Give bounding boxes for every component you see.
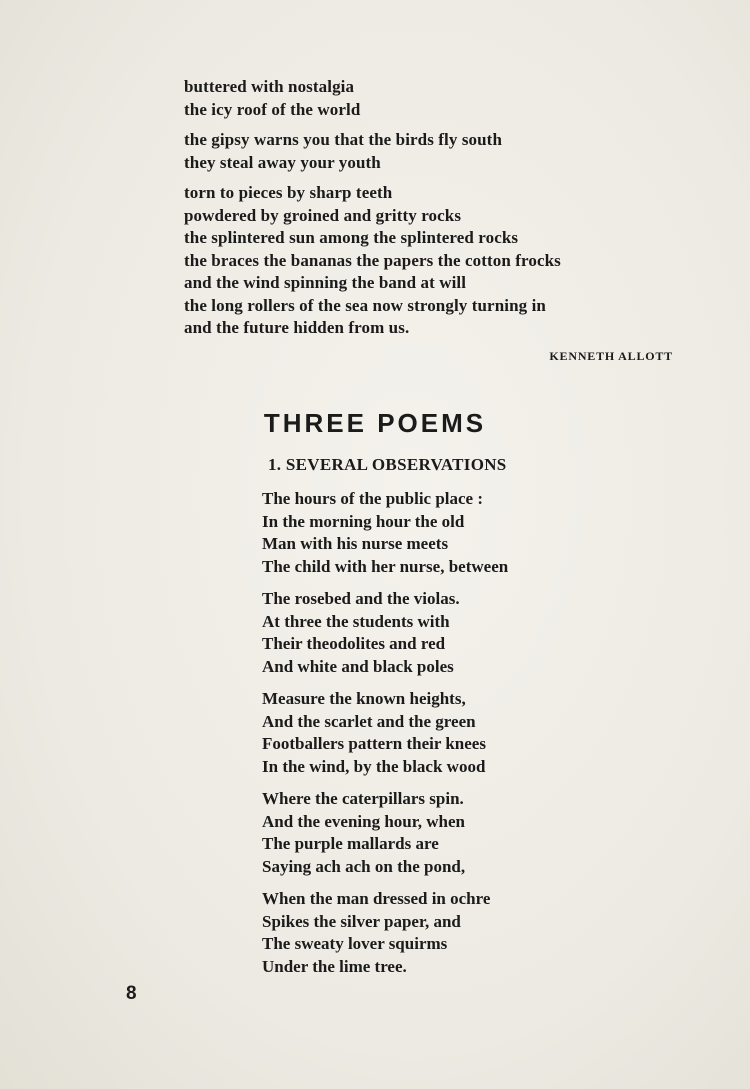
poem-line: Their theodolites and red: [262, 634, 446, 653]
poem-line: The purple mallards are: [262, 834, 439, 853]
stanza: [184, 182, 561, 340]
poem-line: The sweaty lover squirms: [262, 934, 448, 953]
poem-line: the braces the bananas the papers the cotton frocks: [184, 250, 561, 270]
stanza: [262, 488, 508, 578]
poem-line: In the wind, by the black wood: [262, 756, 486, 776]
poem-line: powdered by groined and gritty rocks: [184, 205, 462, 225]
poem-line: Spikes the silver paper, and: [262, 911, 461, 931]
poem-line: the long rollers of the sea now strongly turning in: [184, 295, 546, 315]
stanza: [262, 788, 508, 878]
page-number: 8: [126, 983, 137, 1004]
poem-line: Saying ach ach on the pond,: [262, 856, 466, 876]
poem-line: And the scarlet and the green: [262, 711, 476, 731]
poem-line: and the wind spinning the band at will: [184, 273, 467, 292]
poem-line: And white and black poles: [262, 656, 454, 676]
poem-line: In the morning hour the old: [262, 511, 465, 531]
poem-line: The rosebed and the violas.: [262, 589, 460, 608]
poem-fragment: [184, 76, 561, 348]
stanza: [262, 888, 508, 978]
author-credit: KENNETH ALLOTT: [549, 349, 673, 363]
stanza: [262, 588, 508, 678]
poem-line: At three the students with: [262, 611, 450, 631]
stanza: [262, 688, 508, 778]
poem-line: torn to pieces by sharp teeth: [184, 183, 393, 202]
poem-line: buttered with nostalgia: [184, 77, 355, 96]
poem-line: Where the caterpillars spin.: [262, 789, 464, 808]
poem-line: Footballers pattern their knees: [262, 734, 486, 753]
stanza: [184, 129, 561, 174]
poem-line: The hours of the public place :: [262, 489, 484, 508]
poem-title: 1. SEVERAL OBSERVATIONS: [268, 455, 507, 474]
poem-line: The child with her nurse, between: [262, 556, 509, 576]
poem-line: Man with his nurse meets: [262, 534, 449, 553]
poem-several-observations: [262, 488, 508, 988]
poem-line: the icy roof of the world: [184, 99, 361, 119]
poem-line: the splintered sun among the splintered rocks: [184, 228, 519, 247]
poem-line: When the man dressed in ochre: [262, 889, 491, 908]
poem-line: And the evening hour, when: [262, 811, 465, 831]
poem-line: the gipsy warns you that the birds fly south: [184, 130, 503, 149]
poem-line: they steal away your youth: [184, 152, 381, 172]
section-title: THREE POEMS: [263, 408, 487, 438]
poem-line: Measure the known heights,: [262, 689, 466, 708]
stanza: [184, 76, 561, 121]
poem-line: Under the lime tree.: [262, 956, 407, 976]
poem-line: and the future hidden from us.: [184, 318, 410, 337]
